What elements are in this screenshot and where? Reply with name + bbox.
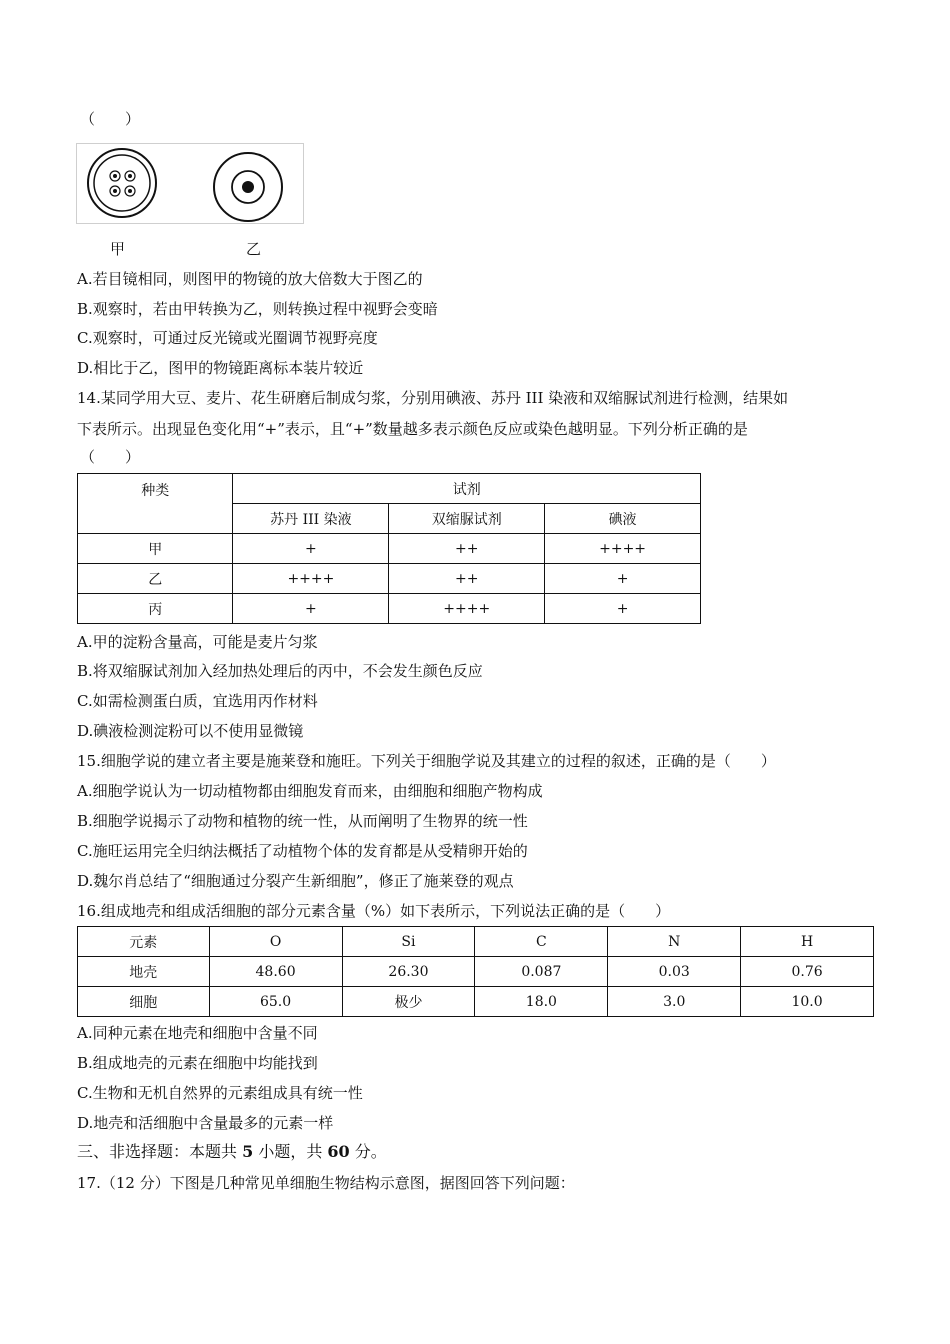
q13-option-a: A.若目镜相同，则图甲的物镜的放大倍数大于图乙的: [77, 270, 423, 288]
table-header: Si: [342, 927, 475, 957]
table-header-sudan: 苏丹 III 染液: [233, 504, 389, 534]
table-header-iodine: 碘液: [545, 504, 701, 534]
table-cell: 0.03: [608, 957, 741, 987]
q15-option-c: C.施旺运用完全归纳法概括了动植物个体的发育都是从受精卵开始的: [77, 842, 528, 860]
q16-option-b: B.组成地壳的元素在细胞中均能找到: [77, 1054, 318, 1072]
q16-option-c: C.生物和无机自然界的元素组成具有统一性: [77, 1084, 363, 1102]
table-cell: 10.0: [741, 987, 874, 1017]
table-header-type: 种类: [78, 474, 233, 534]
table-cell: ++++: [233, 564, 389, 594]
field-of-view-b: [214, 153, 282, 221]
answer-paren: （ ）: [80, 110, 141, 128]
q15-stem: 15.细胞学说的建立者主要是施莱登和施旺。下列关于细胞学说及其建立的过程的叙述，正确的是（ ）: [77, 752, 776, 770]
q16-element-table: [77, 926, 874, 1017]
microscope-figure: [76, 143, 304, 224]
table-row: [78, 594, 701, 624]
table-cell: 3.0: [608, 987, 741, 1017]
q14-option-c: C.如需检测蛋白质，宜选用丙作材料: [77, 692, 318, 710]
table-cell: ++++: [389, 594, 545, 624]
figure-label-a: 甲: [110, 240, 126, 258]
q16-option-d: D.地壳和活细胞中含量最多的元素一样: [77, 1114, 334, 1132]
table-header: 元素: [78, 927, 210, 957]
q13-option-c: C.观察时，可通过反光镜或光圈调节视野亮度: [77, 329, 378, 347]
table-cell: ++++: [545, 534, 701, 564]
q16-option-a: A.同种元素在地壳和细胞中含量不同: [77, 1024, 318, 1042]
table-cell: +: [233, 534, 389, 564]
table-header-row: [78, 927, 874, 957]
table-header: H: [741, 927, 874, 957]
table-header: C: [475, 927, 608, 957]
section-heading: [77, 1141, 387, 1163]
q14-stem-line2: 下表所示。出现显色变化用“+”表示，且“+”数量越多表示颜色反应或染色越明显。下列分析正确的是: [77, 420, 748, 438]
section-suffix: 分。: [349, 1142, 387, 1161]
section-score: 60: [327, 1142, 350, 1161]
table-cell: +: [545, 594, 701, 624]
table-cell: 18.0: [475, 987, 608, 1017]
q13-option-d: D.相比于乙，图甲的物镜距离标本装片较近: [77, 359, 364, 377]
figure-label-b: 乙: [246, 240, 262, 258]
table-cell: 26.30: [342, 957, 475, 987]
table-header-reagent: 试剂: [233, 474, 701, 504]
q14-option-b: B.将双缩脲试剂加入经加热处理后的丙中，不会发生颜色反应: [77, 662, 483, 680]
q14-reagent-table: [77, 473, 701, 624]
section-prefix: 三、非选择题：本题共: [77, 1142, 243, 1161]
table-cell: ++: [389, 534, 545, 564]
table-row: [78, 987, 874, 1017]
table-cell: 65.0: [209, 987, 342, 1017]
row-name: 甲: [78, 534, 233, 564]
row-name: 地壳: [78, 957, 210, 987]
q14-option-a: A.甲的淀粉含量高，可能是麦片匀浆: [77, 633, 318, 651]
q14-option-d: D.碘液检测淀粉可以不使用显微镜: [77, 722, 304, 740]
row-name: 细胞: [78, 987, 210, 1017]
q15-option-a: A.细胞学说认为一切动植物都由细胞发育而来，由细胞和细胞产物构成: [77, 782, 543, 800]
table-header-biuret: 双缩脲试剂: [389, 504, 545, 534]
table-cell: +: [545, 564, 701, 594]
table-cell: +: [233, 594, 389, 624]
section-middle: 小题，共: [253, 1142, 328, 1161]
q16-stem: 16.组成地壳和组成活细胞的部分元素含量（%）如下表所示，下列说法正确的是（ ）: [77, 902, 671, 920]
table-cell: 48.60: [209, 957, 342, 987]
table-cell: ++: [389, 564, 545, 594]
table-cell: 极少: [342, 987, 475, 1017]
field-of-view-a: [88, 149, 156, 217]
table-cell: 0.76: [741, 957, 874, 987]
table-row: [78, 534, 701, 564]
table-row: [78, 957, 874, 987]
row-name: 丙: [78, 594, 233, 624]
microscope-field-diagram: [77, 144, 303, 223]
table-header: O: [209, 927, 342, 957]
table-cell: 0.087: [475, 957, 608, 987]
q15-option-b: B.细胞学说揭示了动物和植物的统一性，从而阐明了生物界的统一性: [77, 812, 528, 830]
q13-option-b: B.观察时，若由甲转换为乙，则转换过程中视野会变暗: [77, 300, 438, 318]
row-name: 乙: [78, 564, 233, 594]
q15-option-d: D.魏尔肖总结了“细胞通过分裂产生新细胞”，修正了施莱登的观点: [77, 872, 514, 890]
table-row: [78, 564, 701, 594]
section-question-count: 5: [242, 1142, 254, 1161]
q17-stem: 17.（12 分）下图是几种常见单细胞生物结构示意图，据图回答下列问题：: [77, 1174, 575, 1192]
q14-stem-line1: 14.某同学用大豆、麦片、花生研磨后制成匀浆，分别用碘液、苏丹 III 染液和双缩脲试剂进行检测，结果如: [77, 389, 789, 407]
q14-answer-paren: （ ）: [80, 448, 141, 466]
table-header: N: [608, 927, 741, 957]
